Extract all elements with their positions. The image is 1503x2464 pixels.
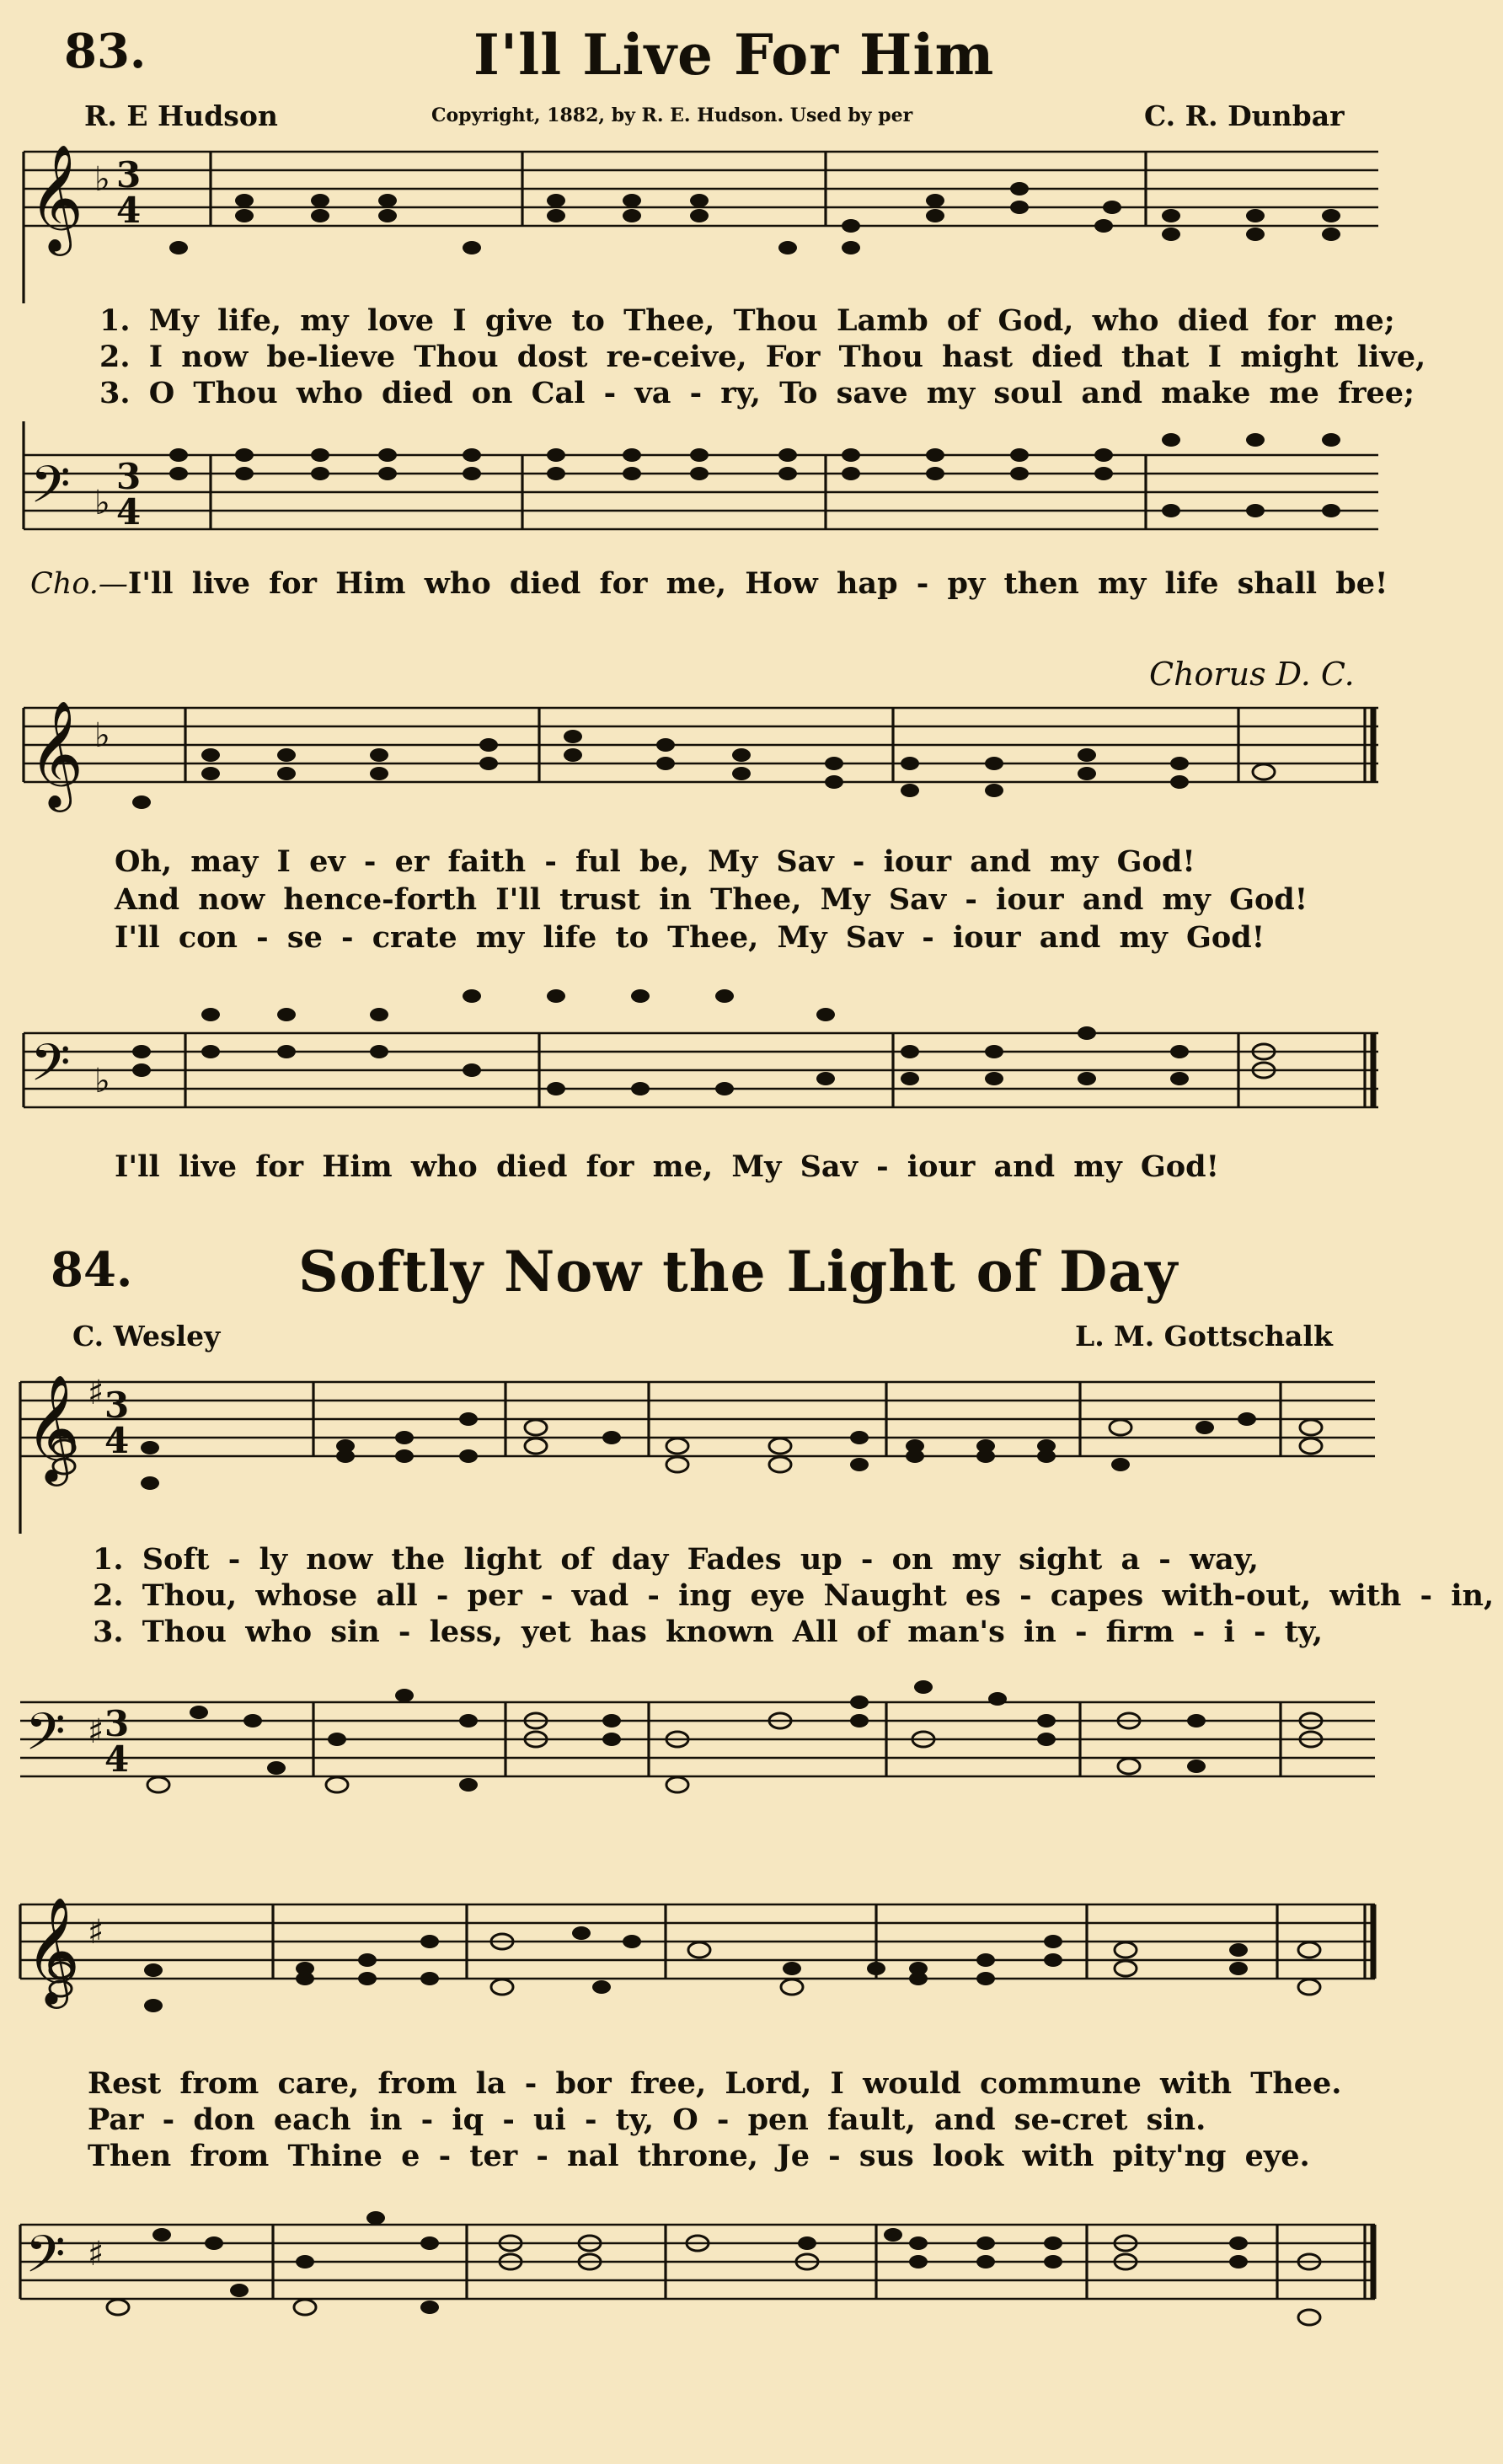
svg-text:♯: ♯	[88, 1712, 104, 1751]
svg-text:♯: ♯	[88, 1913, 104, 1952]
svg-text:♯: ♯	[88, 2235, 104, 2274]
svg-text:♭: ♭	[94, 716, 110, 755]
hymn-title: Softly Now the Light of Day	[298, 1239, 1179, 1304]
bass-staff	[0, 1669, 1503, 1837]
notes	[169, 433, 1340, 517]
lyric-line: 1. My life, my love I give to Thee, Thou Lamb of God, who died for me;	[99, 303, 1395, 338]
notes	[132, 989, 1275, 1095]
svg-text:4: 4	[104, 1420, 130, 1461]
lyric-line: Par - don each in - iq - ui - ty, O - pen fault, and se-cret sin.	[88, 2102, 1206, 2137]
svg-text:𝄢: 𝄢	[25, 1702, 66, 1775]
chorus-label: Cho.—	[30, 567, 128, 601]
lyric-line: 2. I now be-lieve Thou dost re-ceive, For Thou hast died that I might live,	[99, 340, 1426, 374]
composer: C. R. Dunbar	[1144, 99, 1345, 132]
svg-text:3: 3	[104, 1703, 130, 1744]
svg-text:♯: ♯	[88, 1374, 104, 1412]
lyric-line: Rest from care, from la - bor free, Lord, I would commune with Thee.	[88, 2066, 1342, 2101]
notes	[53, 1412, 1322, 1490]
bass-staff	[0, 969, 1503, 1138]
lyric-line: 1. Soft - ly now the light of day Fades up - on my sight a - way,	[93, 1542, 1259, 1577]
svg-text:𝄞: 𝄞	[25, 1374, 81, 1481]
copyright-notice: Copyright, 1882, by R. E. Hudson. Used by per	[431, 104, 913, 126]
lyric-line: 3. Thou who sin - less, yet has known All of man's in - firm - i - ty,	[93, 1615, 1324, 1649]
lyric-line: Oh, may I ev - er faith - ful be, My Sav - iour and my God!	[115, 844, 1195, 879]
treble-staff	[0, 1348, 1503, 1534]
svg-text:𝄞: 𝄞	[29, 699, 84, 807]
lyric-line: And now hence-forth I'll trust in Thee, My Sav - iour and my God!	[115, 882, 1308, 917]
lyric-line: 3. O Thou who died on Cal - va - ry, To save my soul and make me free;	[99, 376, 1415, 410]
chorus-dc-marking: Chorus D. C.	[1149, 656, 1355, 693]
composer: L. M. Gottschalk	[1075, 1320, 1333, 1353]
svg-text:𝄞: 𝄞	[29, 143, 84, 251]
hymn-number: 83.	[64, 24, 147, 79]
svg-text:4: 4	[104, 1738, 130, 1780]
svg-text:4: 4	[116, 491, 142, 533]
lyricist: R. E Hudson	[84, 99, 278, 132]
notes	[132, 730, 1275, 809]
svg-text:𝄢: 𝄢	[25, 2225, 66, 2297]
treble-staff	[0, 1871, 1503, 2056]
svg-text:♭: ♭	[94, 1062, 110, 1101]
chorus-lyric-line: I'll live for Him who died for me, My Sav - iour and my God!	[115, 1149, 1219, 1184]
bass-staff	[0, 421, 1503, 565]
svg-text:𝄞: 𝄞	[25, 1896, 81, 2004]
lyricist: C. Wesley	[72, 1320, 221, 1353]
svg-text:3: 3	[116, 154, 142, 196]
svg-text:♭: ♭	[94, 160, 110, 199]
lyric-line: Then from Thine e - ter - nal throne, Je - sus look with pity'ng eye.	[88, 2139, 1310, 2173]
notes	[107, 2211, 1320, 2325]
notes	[50, 1926, 1320, 2012]
chorus-text: I'll live for Him who died for me, How hap - py then my life shall be!	[127, 566, 1388, 601]
bass-staff	[0, 2191, 1503, 2360]
svg-text:𝄢: 𝄢	[30, 1033, 71, 1106]
chorus-lyric-line	[30, 566, 1388, 601]
hymn-title: I'll Live For Him	[473, 22, 995, 88]
svg-text:𝄢: 𝄢	[30, 455, 71, 528]
svg-text:4: 4	[116, 190, 142, 231]
hymn-number: 84.	[51, 1242, 133, 1298]
lyric-line: I'll con - se - crate my life to Thee, My Sav - iour and my God!	[115, 920, 1265, 955]
treble-staff	[0, 674, 1503, 860]
treble-staff	[0, 135, 1503, 303]
svg-text:3: 3	[104, 1385, 130, 1426]
notes	[169, 182, 1340, 254]
svg-text:♭: ♭	[94, 484, 110, 522]
svg-text:3: 3	[116, 456, 142, 497]
lyric-line: 2. Thou, whose all - per - vad - ing eye Naught es - capes with-out, with - in,	[93, 1578, 1495, 1613]
